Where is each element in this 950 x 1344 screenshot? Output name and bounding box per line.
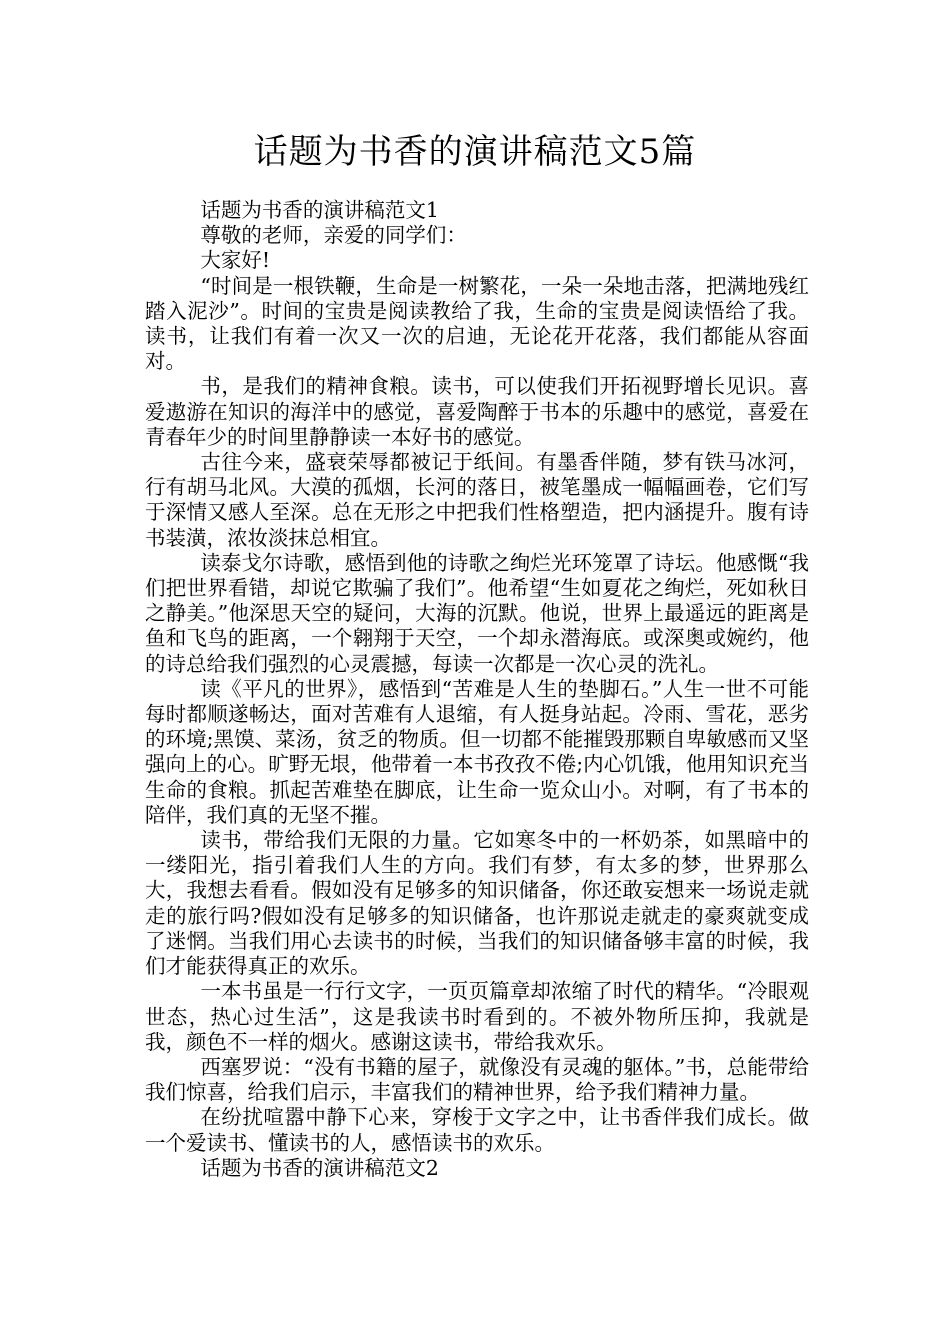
body-paragraph: 书，是我们的精神食粮。读书，可以使我们开拓视野增长见识。喜爱遨游在知识的海洋中的感觉，喜爱陶醉于书本的乐趣中的感觉，喜爱在青春年少的时间里静静读一本好书的感觉。 [145, 374, 809, 449]
body-paragraph: 一本书虽是一行行文字，一页页篇章却浓缩了时代的精华。“冷眼观世态，热心过生活”，这是我读书时看到的。不被外物所压抑，我就是我，颜色不一样的烟火。感谢这读书，带给我欢乐。 [145, 979, 809, 1054]
subheading-essay-1: 话题为书香的演讲稿范文1 [200, 198, 439, 222]
body-paragraph: 在纷扰喧嚣中静下心来，穿梭于文字之中，让书香伴我们成长。做一个爱读书、懂读书的人，感悟读书的欢乐。 [145, 1105, 809, 1155]
document-body [145, 198, 809, 1181]
body-paragraph: 读书，带给我们无限的力量。它如寒冬中的一杯奶茶，如黑暗中的一缕阳光，指引着我们人生的方向。我们有梦，有太多的梦，世界那么大，我想去看看。假如没有足够多的知识储备，你还敢妄想来一场说走就走的旅行吗?假如没有足够多的知识储备，也许那说走就走的豪爽就变成了迷惘。当我们用心去读书的时候，当我们的知识储备够丰富的时候，我们才能获得真正的欢乐。 [145, 828, 809, 979]
body-paragraph: 读《平凡的世界》，感悟到“苦难是人生的垫脚石。”人生一世不可能每时都顺遂畅达，面对苦难有人退缩，有人挺身站起。冷雨、雪花，恶劣的环境;黑馍、菜汤，贫乏的物质。但一切都不能摧毁那颗自卑敏感而又坚强向上的心。旷野无垠，他带着一本书孜孜不倦;内心饥饿，他用知识充当生命的食粮。抓起苦难垫在脚底，让生命一览众山小。对啊，有了书本的陪伴，我们真的无坚不摧。 [145, 676, 809, 827]
document-title: 话题为书香的演讲稿范文5篇 [253, 132, 697, 172]
body-paragraph: 读泰戈尔诗歌，感悟到他的诗歌之绚烂光环笼罩了诗坛。他感慨“我们把世界看错，却说它欺骗了我们”。他希望“生如夏花之绚烂，死如秋日之静美。”他深思天空的疑问，大海的沉默。他说，世界上最遥远的距离是鱼和飞鸟的距离，一个翱翔于天空，一个却永潜海底。或深奥或婉约，他的诗总给我们强烈的心灵震撼，每读一次都是一次心灵的洗礼。 [145, 550, 809, 676]
body-paragraph: 古往今来，盛衰荣辱都被记于纸间。有墨香伴随，梦有铁马冰河，行有胡马北风。大漠的孤烟，长河的落日，被笔墨成一幅幅画卷，它们写于深情又感人至深。总在无形之中把我们性格塑造，把内涵提升。腹有诗书装潢，浓妆淡抹总相宜。 [145, 450, 809, 550]
salutation: 尊敬的老师，亲爱的同学们： [200, 223, 467, 248]
greeting: 大家好! [200, 248, 271, 273]
body-paragraph: 西塞罗说：“没有书籍的屋子，就像没有灵魂的躯体。”书，总能带给我们惊喜，给我们启示，丰富我们的精神世界，给予我们精神力量。 [145, 1054, 809, 1105]
subheading-essay-2: 话题为书香的演讲稿范文2 [200, 1155, 439, 1180]
body-paragraph: “时间是一根铁鞭，生命是一树繁花，一朵一朵地击落，把满地残红踏入泥沙”。时间的宝贵是阅读教给了我，生命的宝贵是阅读悟给了我。读书，让我们有着一次又一次的启迪，无论花开花落，我们都能从容面对。 [145, 273, 809, 374]
